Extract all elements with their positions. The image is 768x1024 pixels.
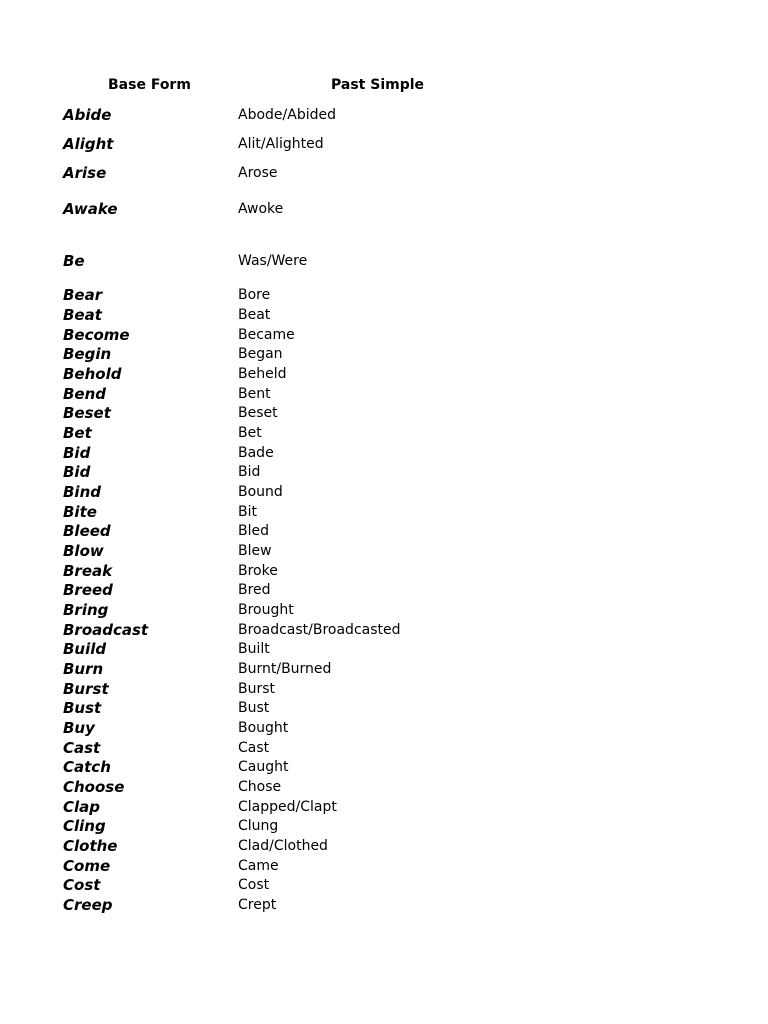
base-form-cell: Awake: [63, 200, 118, 218]
past-simple-cell: Became: [238, 326, 295, 343]
base-form-cell: Cost: [63, 876, 101, 894]
table-row: [0, 718, 768, 738]
past-simple-cell: Bid: [238, 464, 261, 480]
past-simple-cell: Bore: [238, 287, 271, 303]
past-simple-cell: Crept: [238, 897, 277, 913]
table-row: [0, 199, 768, 219]
table-row: [0, 403, 768, 423]
past-simple-cell: Caught: [238, 759, 289, 775]
base-form-cell: Beat: [63, 306, 102, 324]
past-simple-cell: Blew: [238, 543, 272, 559]
past-simple-cell: Began: [238, 346, 283, 362]
past-simple-cell: Beheld: [238, 366, 287, 382]
table-row: [0, 251, 768, 271]
table-row: [0, 502, 768, 522]
base-form-cell: Beset: [63, 404, 111, 422]
table-row: [0, 134, 768, 154]
table-row: [0, 521, 768, 541]
table-row: [0, 875, 768, 895]
past-simple-cell: Abode/Abided: [238, 107, 336, 123]
base-form-cell: Bear: [63, 286, 103, 304]
base-form-cell: Buy: [63, 719, 95, 737]
table-row: [0, 344, 768, 364]
past-simple-cell: Bit: [238, 503, 257, 520]
table-row: [0, 757, 768, 777]
base-form-cell: Alight: [63, 135, 114, 153]
base-form-cell: Bid: [63, 443, 91, 462]
base-form-cell: Clap: [63, 797, 101, 816]
past-simple-cell: Bade: [238, 444, 274, 461]
base-form-cell: Cast: [63, 738, 101, 757]
base-form-cell: Behold: [63, 365, 122, 383]
past-simple-cell: Beset: [238, 405, 278, 421]
past-simple-cell: Broke: [238, 562, 278, 579]
past-simple-cell: Arose: [238, 165, 278, 181]
table-row: [0, 482, 768, 502]
table-row: [0, 856, 768, 876]
past-simple-cell: Burnt/Burned: [238, 661, 332, 677]
base-form-cell: Burn: [63, 660, 104, 678]
table-row: [0, 797, 768, 817]
table-row: [0, 462, 768, 482]
past-simple-cell: Beat: [238, 307, 271, 323]
table-row: [0, 364, 768, 384]
base-form-cell: Abide: [63, 106, 112, 124]
base-form-cell: Arise: [63, 164, 107, 182]
past-simple-cell: Bled: [238, 523, 269, 539]
base-form-cell: Bid: [63, 463, 91, 481]
table-row: [0, 423, 768, 443]
base-form-cell: Blow: [63, 542, 104, 560]
past-simple-cell: Clad/Clothed: [238, 838, 328, 854]
base-form-cell: Catch: [63, 758, 111, 776]
base-form-cell: Breed: [63, 581, 113, 599]
header-base-form: Base Form: [108, 77, 191, 93]
table-row: [0, 580, 768, 600]
base-form-cell: Bend: [63, 384, 107, 403]
past-simple-cell: Bust: [238, 700, 270, 716]
table-row: [0, 777, 768, 797]
table-row: [0, 895, 768, 915]
past-simple-cell: Brought: [238, 602, 294, 618]
past-simple-cell: Cast: [238, 739, 270, 756]
base-form-cell: Clothe: [63, 837, 118, 855]
table-row: [0, 738, 768, 758]
table-row: [0, 384, 768, 404]
base-form-cell: Cling: [63, 817, 106, 835]
base-form-cell: Choose: [63, 778, 125, 796]
table-row: [0, 639, 768, 659]
base-form-cell: Begin: [63, 345, 112, 363]
base-form-cell: Become: [63, 325, 130, 344]
past-simple-cell: Burst: [238, 680, 276, 697]
base-form-cell: Come: [63, 856, 111, 875]
past-simple-cell: Bent: [238, 385, 271, 402]
past-simple-cell: Was/Were: [238, 253, 308, 269]
past-simple-cell: Chose: [238, 779, 282, 795]
table-row: [0, 443, 768, 463]
past-simple-cell: Clung: [238, 818, 279, 834]
base-form-cell: Bite: [63, 502, 97, 521]
table-row: [0, 305, 768, 325]
table-row: [0, 600, 768, 620]
base-form-cell: Creep: [63, 896, 113, 914]
base-form-cell: Bust: [63, 699, 102, 717]
table-row: [0, 163, 768, 183]
past-simple-cell: Broadcast/Broadcasted: [238, 621, 401, 638]
table-row: [0, 541, 768, 561]
base-form-cell: Bind: [63, 483, 101, 501]
table-row: [0, 679, 768, 699]
base-form-cell: Burst: [63, 679, 109, 698]
past-simple-cell: Came: [238, 857, 279, 874]
table-row: [0, 620, 768, 640]
past-simple-cell: Bound: [238, 484, 283, 500]
base-form-cell: Bet: [63, 424, 92, 442]
base-form-cell: Bring: [63, 601, 109, 619]
table-row: [0, 561, 768, 581]
base-form-cell: Be: [63, 252, 85, 270]
table-row: [0, 105, 768, 125]
past-simple-cell: Bet: [238, 425, 262, 441]
past-simple-cell: Built: [238, 641, 270, 657]
table-row: [0, 285, 768, 305]
past-simple-cell: Alit/Alighted: [238, 136, 324, 152]
table-row: [0, 659, 768, 679]
table-row: [0, 325, 768, 345]
base-form-cell: Broadcast: [63, 620, 149, 639]
past-simple-cell: Bred: [238, 582, 271, 598]
header-past-simple: Past Simple: [331, 77, 425, 93]
past-simple-cell: Clapped/Clapt: [238, 798, 337, 815]
table-row: [0, 836, 768, 856]
past-simple-cell: Bought: [238, 720, 289, 736]
table-row: [0, 816, 768, 836]
past-simple-cell: Cost: [238, 877, 270, 893]
table-row: [0, 698, 768, 718]
base-form-cell: Build: [63, 640, 107, 658]
base-form-cell: Break: [63, 561, 113, 580]
base-form-cell: Bleed: [63, 522, 111, 540]
past-simple-cell: Awoke: [238, 201, 284, 217]
